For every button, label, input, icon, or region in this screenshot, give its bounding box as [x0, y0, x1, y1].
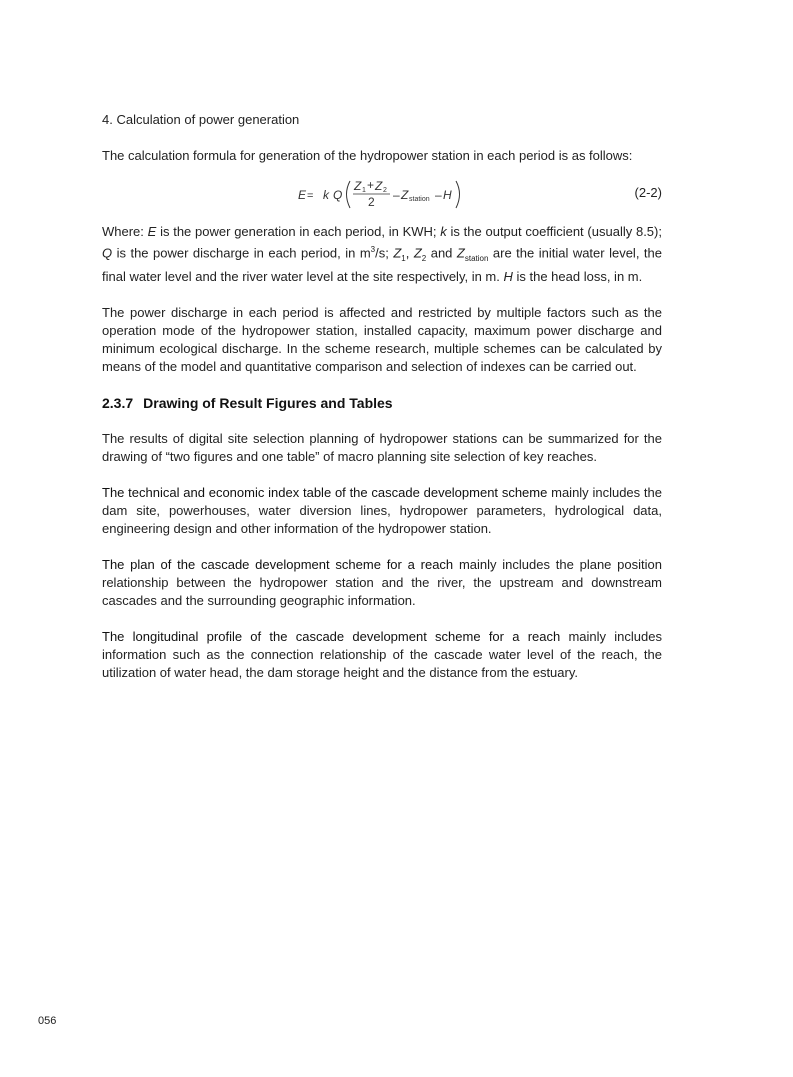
page-body	[102, 111, 662, 700]
var-e: E	[147, 224, 157, 239]
formula-zs: Z	[401, 188, 409, 202]
formula-h: H	[443, 188, 452, 202]
var-h: H	[503, 268, 513, 284]
item-lead: The longitudinal profile of the cascade development scheme for a reach	[102, 628, 561, 644]
item-text: mainly includes information such as the connection relationship of the cascade water level of the reach, the utilization of water head, the dam storage height and the distance from the estuary.	[102, 628, 662, 680]
item-text: mainly includes the dam site, powerhouses, water diversion lines, hydropower parameters, hydrological data, engineering design and other information of the hydropower station.	[102, 484, 662, 536]
where-text-6: ,	[405, 245, 414, 261]
var-zs-sub: station	[464, 253, 489, 263]
formula-k: k	[323, 188, 329, 202]
where-text-5: /s;	[375, 245, 394, 261]
where-text-8: are the initial water level, the final water level and the river water level at the site respectively, in m.	[102, 245, 662, 284]
equation-number: (2-2)	[634, 185, 662, 200]
formula-2-2	[298, 177, 468, 211]
item-plan	[102, 556, 662, 610]
formula-minus-1: –	[393, 188, 400, 202]
formula-den: 2	[368, 195, 375, 209]
item-lead: The technical and economic index table of the cascade development scheme	[102, 484, 548, 500]
formula-z1: Z	[354, 179, 362, 193]
where-text-1: Where:	[102, 224, 148, 239]
formula-right-paren	[456, 181, 460, 208]
section-heading	[102, 394, 662, 412]
section-title: Drawing of Result Figures and Tables	[143, 394, 393, 411]
subsection-heading: 4. Calculation of power generation	[102, 112, 300, 127]
where-text-7: and	[426, 245, 457, 261]
intro-paragraph: The calculation formula for generation of the hydropower station in each period is as follows:	[102, 148, 633, 163]
formula-q: Q	[333, 188, 343, 202]
formula-z2-sub: 2	[383, 187, 387, 194]
formula-row	[102, 171, 662, 211]
formula-left-paren	[347, 181, 351, 208]
results-paragraph: The results of digital site selection planning of hydropower stations can be summarized for the drawing of “two figures and one table” of macro planning site selection of key reaches.	[102, 430, 662, 464]
formula-lhs: E	[298, 188, 307, 202]
var-z2: Z	[413, 245, 422, 261]
formula-eq: =	[307, 190, 314, 202]
where-text-9: is the head loss, in m.	[512, 268, 643, 284]
item-lead: The plan of the cascade development scheme for a reach	[102, 556, 454, 572]
where-text-4: is the power discharge in each period, in m	[112, 245, 371, 261]
discharge-paragraph: The power discharge in each period is affected and restricted by multiple factors such as the operation mode of the hydropower station, installed capacity, maximum power discharge and minimum ecological discharge. In the scheme research, multiple schemes can be calculated by means of the model and quantitative comparison and selection of indexes can be carried out.	[102, 304, 662, 374]
where-paragraph	[102, 223, 662, 286]
where-text-3: is the output coefficient (usually 8.5);	[446, 224, 662, 239]
formula-z2: Z	[375, 179, 383, 193]
item-text: mainly includes the plane position relationship between the hydropower station and the river, the upstream and downstream cascades and the surrounding geographic information.	[102, 556, 662, 608]
var-z2-sub: 2	[421, 253, 427, 263]
var-z1-sub: 1	[401, 253, 406, 263]
section-number: 2.3.7	[102, 394, 134, 411]
formula-z1-sub: 1	[362, 187, 366, 194]
formula-minus-2: –	[435, 188, 442, 202]
formula-zs-sub: station	[409, 196, 430, 203]
where-text-2: is the power generation in each period, in KWH;	[156, 224, 441, 239]
formula-plus: +	[367, 178, 375, 192]
page-number: 056	[38, 1015, 57, 1027]
var-z1: Z	[393, 245, 402, 261]
unit-superscript: 3	[370, 245, 376, 254]
var-q: Q	[102, 245, 113, 261]
item-index-table	[102, 484, 662, 538]
var-zs: Z	[456, 245, 465, 261]
var-k: k	[440, 224, 447, 239]
item-longitudinal-profile	[102, 628, 662, 682]
